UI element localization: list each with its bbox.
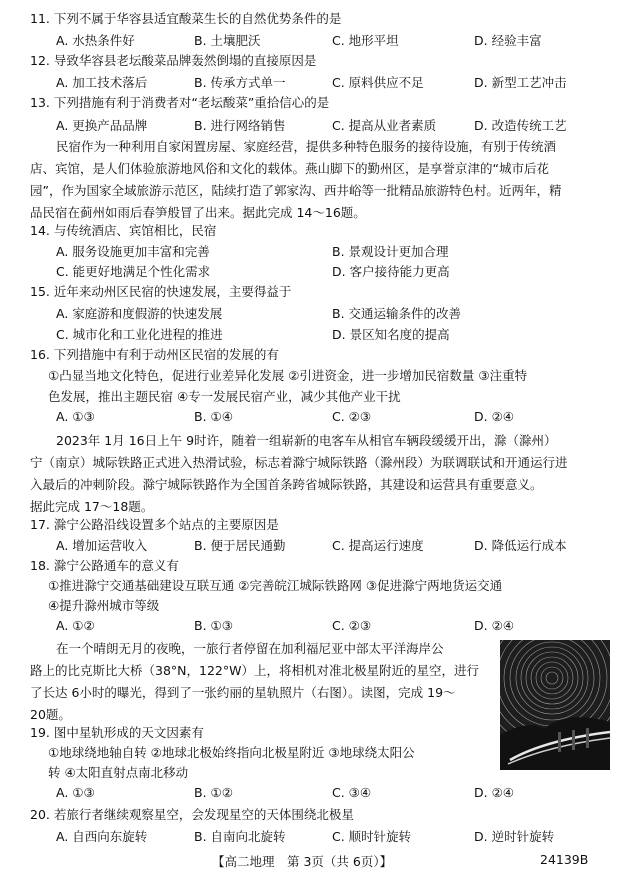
option-d: D. 逆时针旋转 — [474, 829, 555, 844]
q13-options — [56, 116, 596, 134]
q14-options — [56, 262, 596, 280]
option-d: D. 新型工艺冲击 — [474, 75, 567, 90]
option-d: D. ②④ — [474, 618, 514, 633]
question-19: 19. 图中星轨形成的天文因素有 — [30, 725, 204, 740]
option-a: A. 自西向东旋转 — [56, 829, 148, 844]
passage-line: 在一个晴朗无月的夜晚，一旅行者停留在加利福尼亚中部太平洋海岸公 — [56, 641, 444, 656]
option-b: B. 便于居民通勤 — [194, 538, 286, 553]
passage-line: 品民宿在蓟州如雨后春笋般冒了出来。据此完成 14～16题。 — [30, 205, 366, 220]
option-c: C. 原料供应不足 — [332, 75, 424, 90]
option-b: B. 进行网络销售 — [194, 118, 286, 133]
question-18: 18. 滁宁公路通车的意义有 — [30, 558, 179, 573]
q14-options — [56, 242, 596, 260]
passage-line: 路上的比克斯比大桥（38°N，122°W）上，将相机对准北极星附近的星空，进行 — [30, 663, 479, 678]
q20-options — [56, 827, 596, 845]
passage-line: 20题。 — [30, 707, 71, 722]
page-footer: 【高二地理 第 3页（共 6页）】 — [212, 854, 393, 869]
option-b: B. 传承方式单一 — [194, 75, 286, 90]
option-c: C. 地形平坦 — [332, 33, 399, 48]
option-d: D. 客户接待能力更高 — [332, 264, 450, 279]
statement-line: ①推进滁宁交通基础建设互联互通 ②完善皖江城际铁路网 ③促进滁宁两地货运交通 — [48, 578, 503, 593]
q18-options — [56, 618, 596, 636]
passage-line: 入最后的冲刺阶段。滁宁城际铁路作为全国首条跨省城际铁路，其建设和运营具有重要意义。 — [30, 477, 543, 492]
option-d: D. 经验丰富 — [474, 33, 542, 48]
option-b: B. 景观设计更加合理 — [332, 244, 449, 259]
question-20: 20. 若旅行者继续观察星空，会发现星空的天体围绕北极星 — [30, 807, 354, 822]
exam-code: 24139B — [540, 852, 589, 867]
option-a: A. 服务设施更加丰富和完善 — [56, 244, 210, 259]
option-b: B. 自南向北旋转 — [194, 829, 286, 844]
q19-options — [56, 785, 596, 803]
option-c: C. 提高运行速度 — [332, 538, 424, 553]
option-c: C. ②③ — [332, 618, 372, 633]
passage-line: 据此完成 17～18题。 — [30, 499, 154, 514]
statement-line: ①地球绕地轴自转 ②地球北极始终指向北极星附近 ③地球绕太阳公 — [48, 745, 415, 760]
question-15: 15. 近年来动州区民宿的快速发展，主要得益于 — [30, 284, 292, 299]
passage-line: 民宿作为一种利用自家闲置房屋、家庭经营，提供多种特色服务的接待设施，有别于传统酒 — [56, 139, 557, 154]
option-a: A. 增加运营收入 — [56, 538, 148, 553]
statement-line: ①凸显当地文化特色，促进行业差异化发展 ②引进资金，进一步增加民宿数量 ③注重特 — [48, 368, 528, 383]
option-a: A. ①③ — [56, 409, 95, 424]
q11-options — [56, 31, 596, 49]
option-c: C. 能更好地满足个性化需求 — [56, 264, 211, 279]
option-d: D. 改造传统工艺 — [474, 118, 567, 133]
passage-line: 2023年 1月 16日上午 9时许，随着一组崭新的电客车从相官车辆段缓缓开出，滁（滁州） — [56, 433, 557, 448]
option-c: C. ②③ — [332, 409, 372, 424]
option-a: A. ①③ — [56, 785, 95, 800]
q15-options — [56, 325, 596, 343]
statement-line: ④提升滁州城市等级 — [48, 598, 160, 613]
question-13: 13. 下列措施有利于消费者对“老坛酸菜”重拾信心的是 — [30, 95, 330, 110]
option-d: D. ②④ — [474, 785, 514, 800]
statement-line: 色发展，推出主题民宿 ④专一发展民宿产业，减少其他产业干扰 — [48, 389, 401, 404]
option-c: C. 提高从业者素质 — [332, 118, 437, 133]
option-b: B. ①④ — [194, 409, 233, 424]
question-14: 14. 与传统酒店、宾馆相比，民宿 — [30, 223, 217, 238]
option-b: B. ①③ — [194, 618, 233, 633]
option-d: D. 景区知名度的提高 — [332, 327, 450, 342]
option-a: A. 加工技术落后 — [56, 75, 148, 90]
option-a: A. ①② — [56, 618, 95, 633]
question-12: 12. 导致华容县老坛酸菜品牌轰然倒塌的直接原因是 — [30, 53, 317, 68]
passage-line: 宁（南京）城际铁路正式进入热滑试验，标志着滁宁城际铁路（滁州段）为联调联试和开通运行进 — [30, 455, 568, 470]
option-d: D. 降低运行成本 — [474, 538, 567, 553]
q16-options — [56, 409, 596, 427]
option-c: C. 顺时针旋转 — [332, 829, 412, 844]
question-11: 11. 下列不属于华容县适宜酸菜生长的自然优势条件的是 — [30, 11, 342, 26]
passage-line: 店、宾馆，是人们体验旅游地风俗和文化的载体。燕山脚下的勤州区，是享誉京津的“城市后花 — [30, 161, 549, 176]
star-trail-image — [500, 640, 610, 770]
star-trail-photo — [500, 640, 610, 770]
option-a: A. 家庭游和度假游的快速发展 — [56, 306, 223, 321]
question-17: 17. 滁宁公路沿线设置多个站点的主要原因是 — [30, 517, 279, 532]
statement-line: 转 ④太阳直射点南北移动 — [48, 765, 189, 780]
option-b: B. 土壤肥沃 — [194, 33, 261, 48]
passage-line: 园”，作为国家全域旅游示范区，陆续打造了郭家沟、西井峪等一批精品旅游特色村。近两年，精 — [30, 183, 562, 198]
option-c: C. 城市化和工业化进程的推进 — [56, 327, 223, 342]
q12-options — [56, 73, 596, 91]
option-b: B. 交通运输条件的改善 — [332, 306, 462, 321]
question-16: 16. 下列措施中有利于动州区民宿的发展的有 — [30, 347, 279, 362]
q17-options — [56, 536, 596, 554]
option-c: C. ③④ — [332, 785, 372, 800]
option-a: A. 水热条件好 — [56, 33, 135, 48]
option-d: D. ②④ — [474, 409, 514, 424]
passage-line: 了长达 6小时的曝光，得到了一张约丽的星轨照片（右图）。读图，完成 19～ — [30, 685, 456, 700]
q15-options — [56, 304, 596, 322]
option-a: A. 更换产品品牌 — [56, 118, 148, 133]
option-b: B. ①② — [194, 785, 233, 800]
